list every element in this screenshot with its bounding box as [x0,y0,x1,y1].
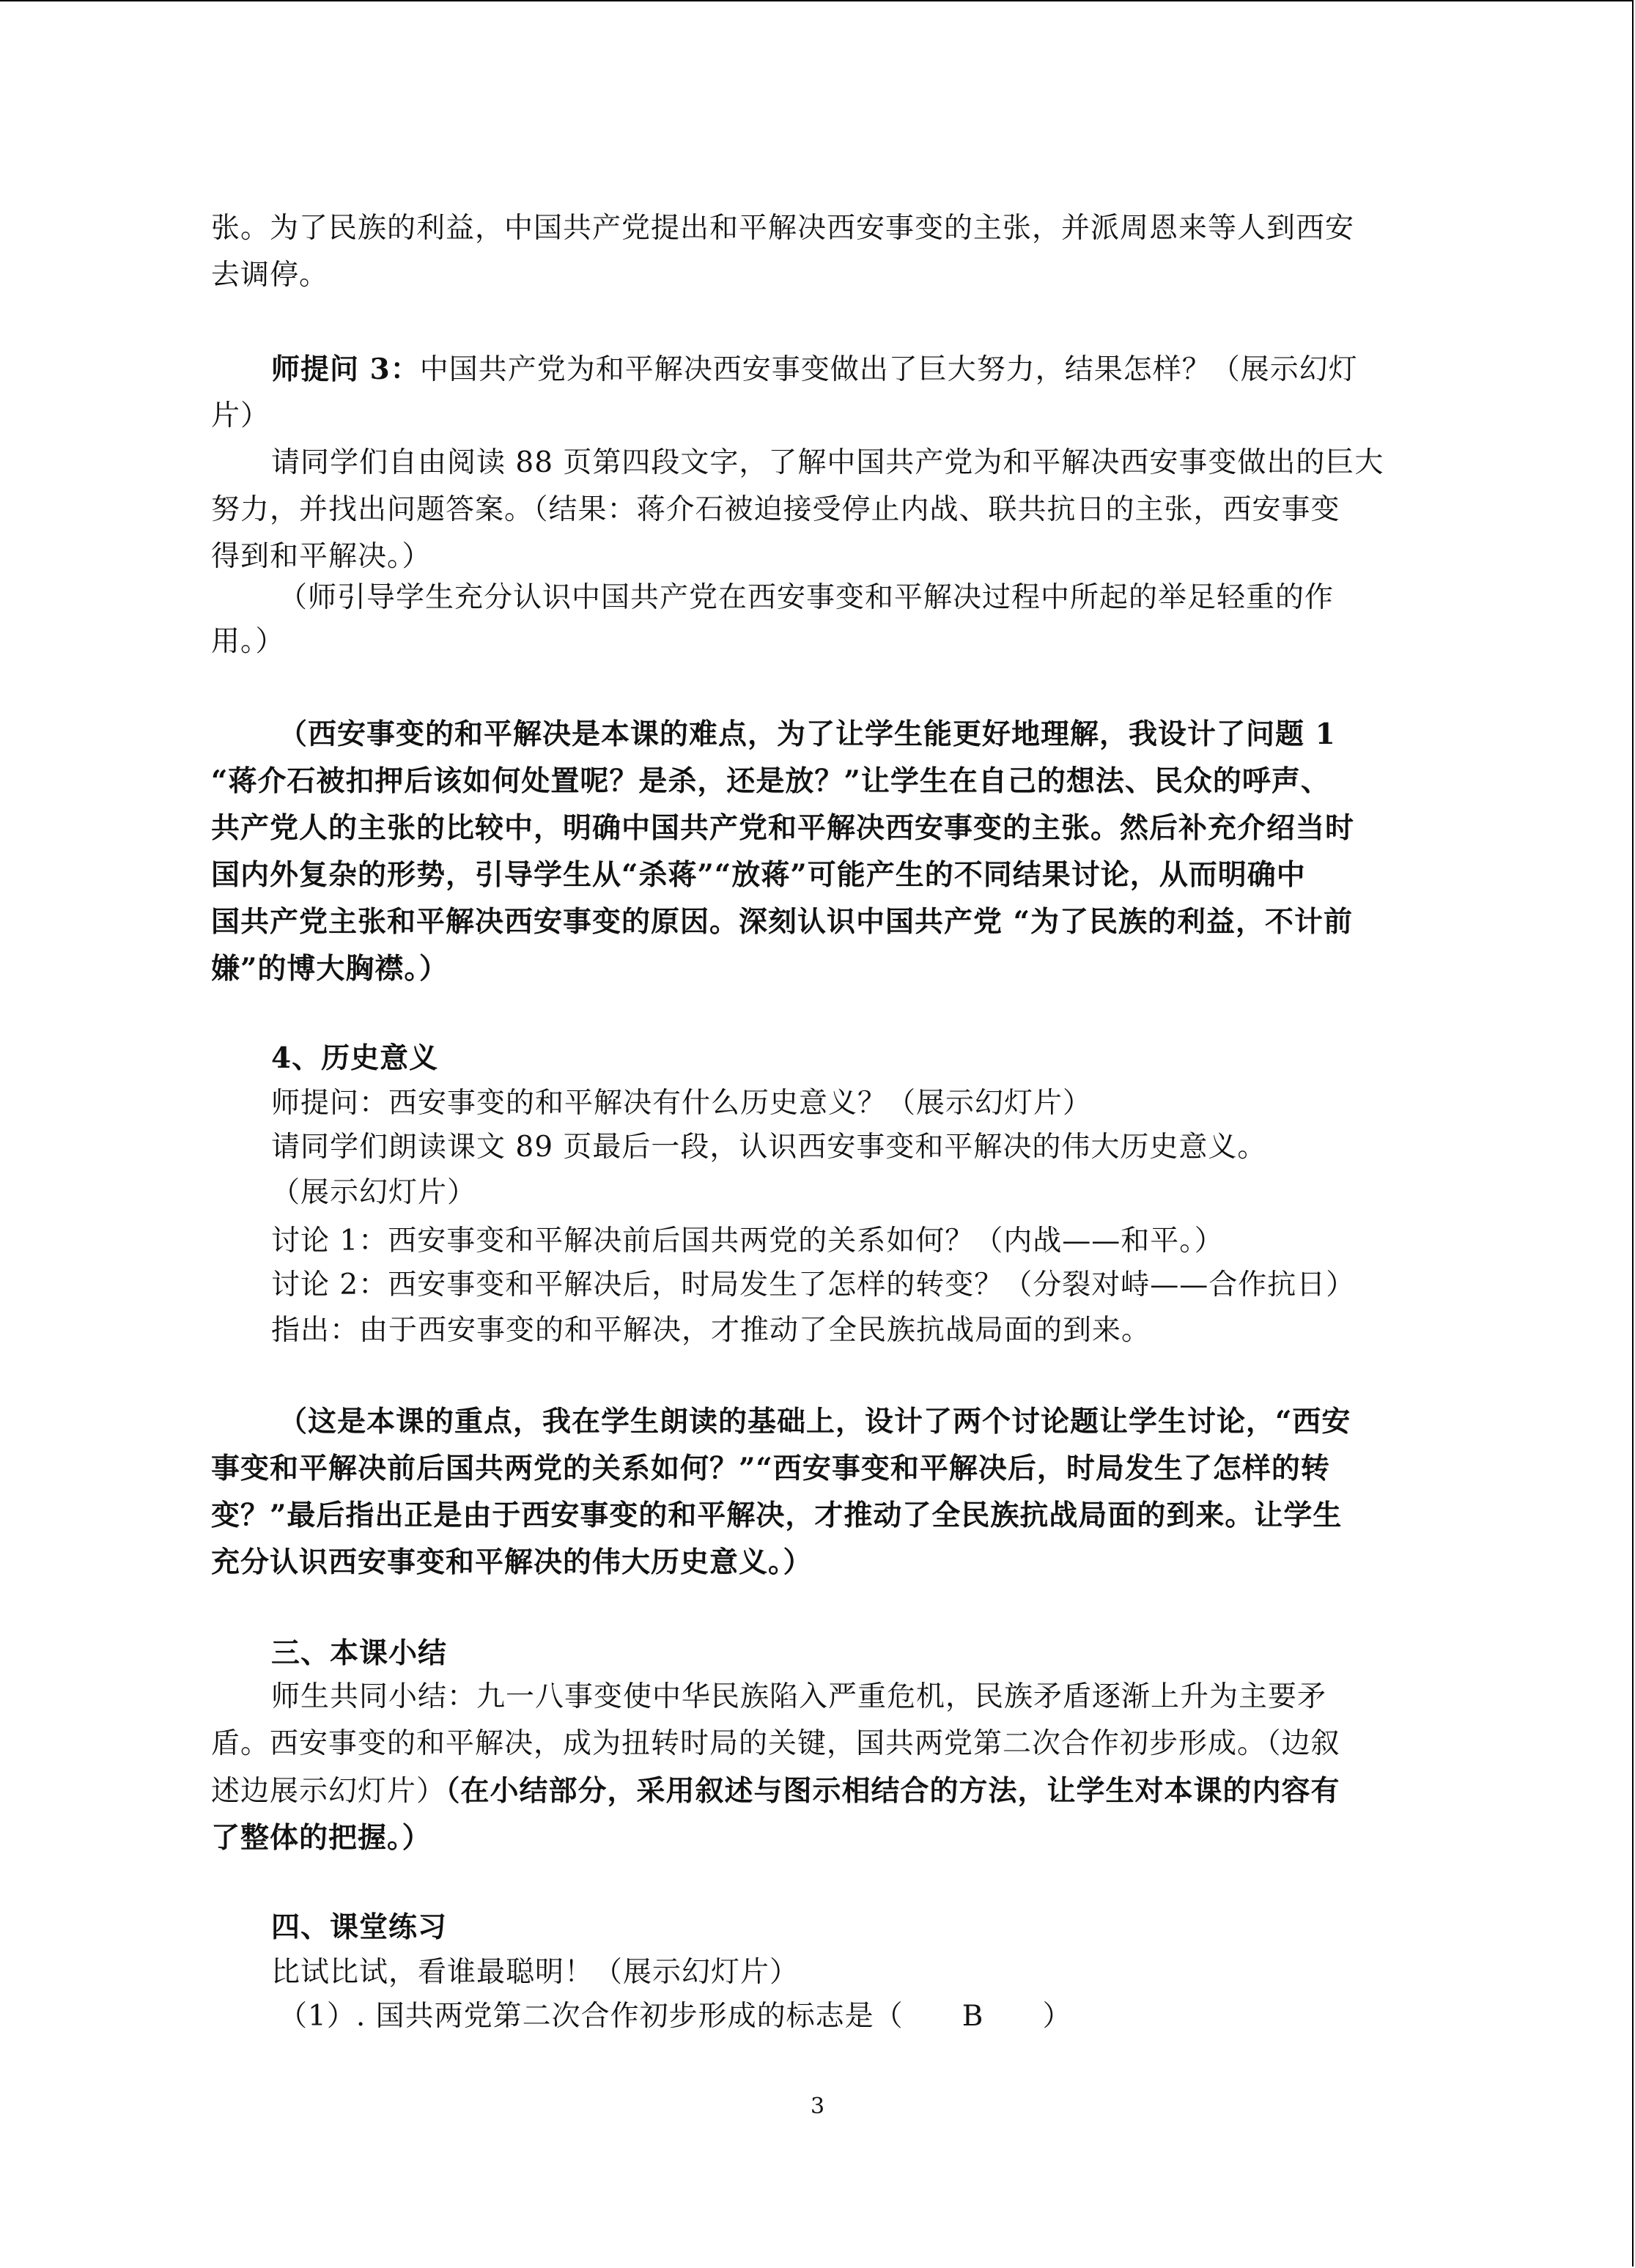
paragraph-line: 片） [211,399,270,432]
paragraph-line: 盾。西安事变的和平解决，成为扭转时局的关键，国共两党第二次合作初步形成。（边叙 [211,1727,1340,1760]
paragraph-line: 师提问：西安事变的和平解决有什么历史意义？（展示幻灯片） [271,1087,1093,1120]
section-heading-practice: 四、课堂练习 [271,1910,448,1944]
design-note-line: 事变和平解决前后国共两党的关系如何？”“西安事变和平解决后，时局发生了怎样的转 [211,1452,1330,1485]
practice-question-1 [278,1995,1524,2039]
teacher-question-3 [271,347,1517,392]
question-suffix: ） [1042,2000,1072,2033]
summary-normal-text: 述边展示幻灯片） [211,1775,446,1808]
design-note-line: （西安事变的和平解决是本课的难点，为了让学生能更好地理解，我设计了问题 1 [278,717,1336,751]
design-note-line: 共产党人的主张的比较中，明确中国共产党和平解决西安事变的主张。然后补充介绍当时 [211,811,1355,845]
design-note-line: 充分认识西安事变和平解决的伟大历史意义。） [211,1545,813,1579]
paragraph-line: 指出：由于西安事变的和平解决，才推动了全民族抗战局面的到来。 [271,1314,1151,1347]
paragraph-line: 比试比试，看谁最聪明！（展示幻灯片） [271,1956,800,1989]
summary-bold-text: （在小结部分，采用叙述与图示相结合的方法，让学生对本课的内容有 [446,1774,1340,1808]
design-note-line: “蒋介石被扣押后该如何处置呢？是杀，还是放？”让学生在自己的想法、民众的呼声、 [211,764,1330,798]
design-note-line: 国共产党主张和平解决西安事变的原因。深刻认识中国共产党 “为了民族的利益，不计前 [211,905,1354,939]
paragraph-line: 张。为了民族的利益，中国共产党提出和平解决西安事变的主张，并派周恩来等人到西安 [211,212,1355,245]
question-text: 中国共产党为和平解决西安事变做出了巨大努力，结果怎样？（展示幻灯 [419,353,1358,386]
page-number: 3 [810,2094,825,2119]
question-label: 师提问 3： [271,352,420,386]
answer-value: B [962,2000,984,2033]
paragraph-line: 得到和平解决。） [211,540,432,573]
section-heading-historical-significance: 4、历史意义 [271,1041,439,1075]
paragraph-line: 去调停。 [211,259,329,292]
paragraph-line: 努力，并找出问题答案。（结果：蒋介石被迫接受停止内战、联共抗日的主张，西安事变 [211,493,1340,526]
paragraph-line: 请同学们朗读课文 89 页最后一段，认识西安事变和平解决的伟大历史意义。 [271,1131,1267,1164]
design-note-line: 国内外复杂的形势，引导学生从“杀蒋”“放蒋”可能产生的不同结果讨论，从而明确中 [211,858,1306,892]
discussion-2: 讨论 2：西安事变和平解决后，时局发生了怎样的转变？（分裂对峙——合作抗日） [271,1268,1356,1301]
section-heading-summary: 三、本课小结 [271,1636,448,1670]
paragraph-line: 请同学们自由阅读 88 页第四段文字，了解中国共产党为和平解决西安事变做出的巨大 [271,446,1384,479]
paragraph-line: （师引导学生充分认识中国共产党在西安事变和平解决过程中所起的举足轻重的作 [278,581,1335,614]
summary-mixed-line [211,1769,1457,1814]
paragraph-line: 用。） [211,625,285,658]
paragraph-line: （展示幻灯片） [271,1176,477,1209]
design-note-line: （这是本课的重点，我在学生朗读的基础上，设计了两个讨论题让学生讨论，“西安 [278,1405,1351,1438]
discussion-1: 讨论 1：西安事变和平解决前后国共两党的关系如何？（内战——和平。） [271,1225,1224,1257]
paragraph-line: 师生共同小结：九一八事变使中华民族陷入严重危机，民族矛盾逐渐上升为主要矛 [271,1680,1327,1713]
design-note-line: 了整体的把握。） [211,1821,432,1855]
design-note-line: 变？”最后指出正是由于西安事变的和平解决，才推动了全民族抗战局面的到来。让学生 [211,1499,1343,1532]
question-prefix: （1）. 国共两党第二次合作初步形成的标志是（ [278,2000,904,2033]
design-note-line: 嫌”的博大胸襟。） [211,952,449,986]
